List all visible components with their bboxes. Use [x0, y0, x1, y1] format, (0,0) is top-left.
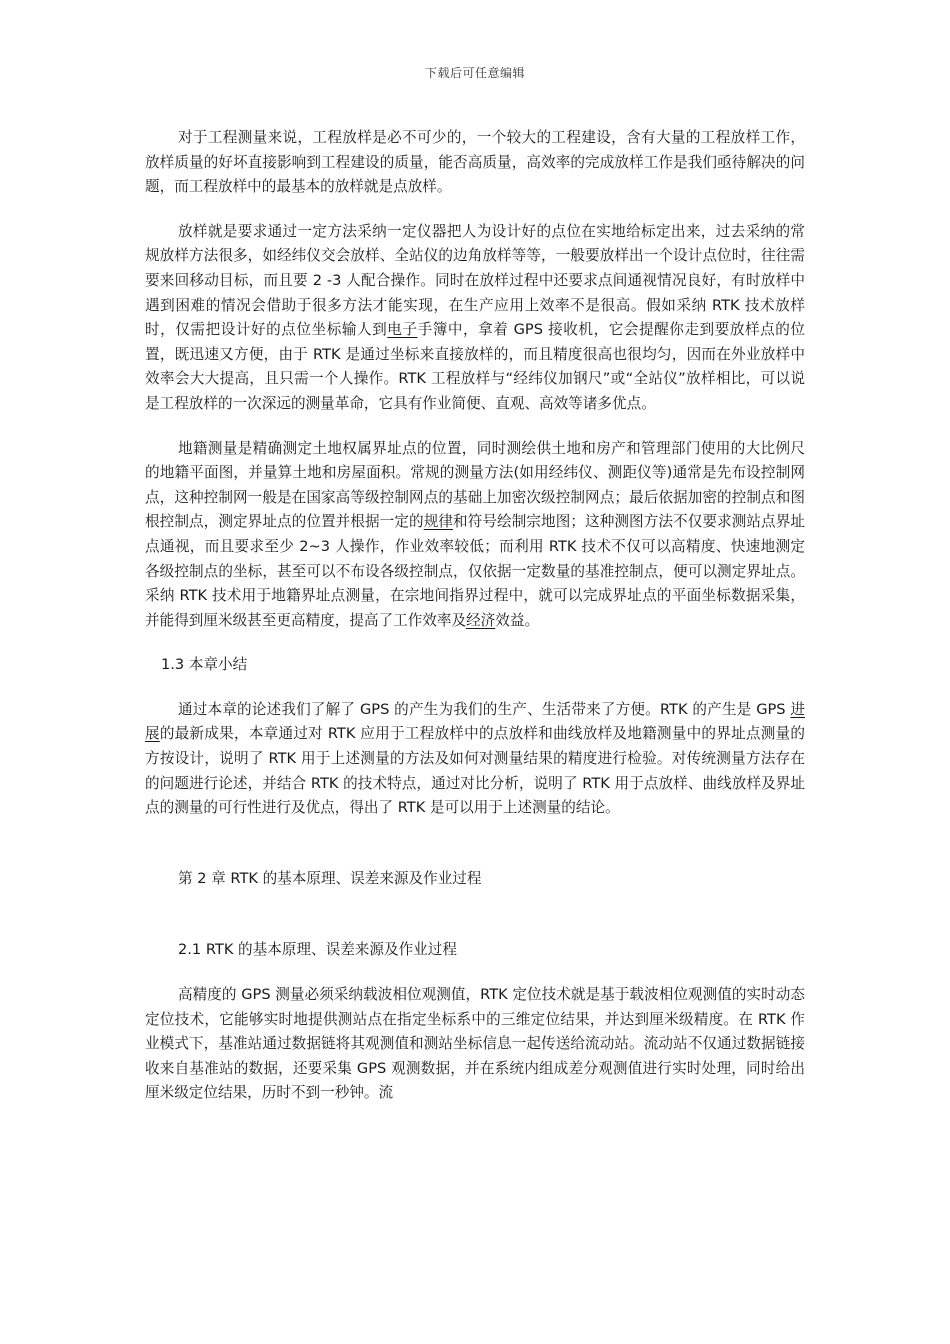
paragraph-chapter-summary — [145, 698, 805, 821]
chapter-heading-2: 第 2 章 RTK 的基本原理、误差来源及作业过程 — [178, 869, 482, 887]
paragraph-rtk-principle: 高精度的 GPS 测量必须采纳载波相位观测值，RTK 定位技术就是基于载波相位观测值的实时动态定位技术，它能够实时地提供测站点在指定坐标系中的三维定位结果，并达到厘米级精度。在 RTK 作业模式下，基准站通过数据链将其观测值和测站坐标信息一起传送给流动站。流动站不仅通过数据链接收来自基准站的数据，还要采集 GPS 观测数据，并在系统内组成差分观测值进行实时处理，同时给出厘米级定位结果，历时不到一秒钟。流 — [145, 986, 805, 1102]
paragraph-engineering-staking: 对于工程测量来说，工程放样是必不可少的，一个较大的工程建设，含有大量的工程放样工作，放样质量的好坏直接影响到工程建设的质量，能否高质量，高效率的完成放样工作是我们亟待解决的问题，而工程放样中的最基本的放样就是点放样。 — [145, 129, 805, 196]
paragraph-text: 和符号绘制宗地图；这种测图方法不仅要求测站点界址点通视，而且要求至少 2~3 人操作，作业效率较低；而利用 RTK 技术不仅可以高精度、快速地测定各级控制点的坐标，甚至可以不布设各级控制点，仅依据一定数量的基准控制点，便可以测定界址点。采纳 RTK 技术用于地籍界址点测量，在宗地间指界过程中，就可以完成界址点的平面坐标数据采集，并能得到厘米级甚至更高精度，提高了工作效率及 — [145, 513, 805, 629]
paragraph-text: 效益。 — [495, 611, 540, 629]
link-progress[interactable]: 进展 — [145, 700, 805, 743]
section-heading-1-3: 1.3 本章小结 — [161, 656, 248, 674]
page-header: 下载后可任意编辑 — [424, 66, 525, 80]
paragraph-text: 地籍测量是精确测定土地权属界址点的位置，同时测绘供土地和房产和管理部门使用的大比例尺的地籍平面图，并量算土地和房屋面积。常规的测量方法(如用经纬仪、测距仪等)通常是先布设控制网点，这种控制网一般是在国家高等级控制网点的基础上加密次级控制网点；最后依据加密的控制点和图根控制点，测定界址点的位置并根据一定的 — [145, 439, 805, 531]
paragraph-text: 手簿中，拿着 GPS 接收机，它会提醒你走到要放样点的位置，既迅速又方便，由于 RTK 是通过坐标来直接放样的，而且精度很高也很均匀，因而在外业放样中效率会大大提高，且只需一个人操作。RTK 工程放样与“经纬仪加钢尺”或“全站仪”放样相比，可以说是工程放样的一次深远的测量革命，它具有作业简便、直观、高效等诸多优点。 — [145, 321, 805, 412]
link-rules[interactable]: 规律 — [423, 513, 454, 531]
paragraph-text: 通过本章的论述我们了解了 GPS 的产生为我们的生产、生活带来了方便。RTK 的产生是 GPS — [178, 700, 791, 718]
paragraph-text: 放样就是要求通过一定方法采纳一定仪器把人为设计好的点位在实地给标定出来，过去采纳的常规放样方法很多，如经纬仪交会放样、全站仪的边角放样等等，一般要放样出一个设计点位时，往往需要来回移动目标，而且要 2 -3 人配合操作。同时在放样过程中还要求点间通视情况良好，有时放样中遇到困难的情况会借助于很多方法才能实现，在生产应用上效率不是很高。假如采纳 RTK 技术放样时，仅需把设计好的点位坐标输人到 — [145, 222, 805, 339]
paragraph-staking-methods — [145, 220, 805, 417]
document-body — [145, 126, 805, 1126]
section-heading-2-1: 2.1 RTK 的基本原理、误差来源及作业过程 — [178, 941, 457, 959]
link-electronic[interactable]: 电子 — [387, 321, 418, 339]
link-economy[interactable]: 经济 — [466, 611, 496, 629]
paragraph-text: 的最新成果，本章通过对 RTK 应用于工程放样中的点放样和曲线放样及地籍测量中的界址点测量的方按设计，说明了 RTK 用于上述测量的方法及如何对测量结果的精度进行检验。对传统测量方法存在的问题进行论述，并结合 RTK 的技术特点，通过对比分析，说明了 RTK 用于点放样、曲线放样及界址点的测量的可行性进行及优点，得出了 RTK 是可以用于上述测量的结论。 — [145, 725, 805, 817]
paragraph-cadastral-survey — [145, 437, 805, 634]
